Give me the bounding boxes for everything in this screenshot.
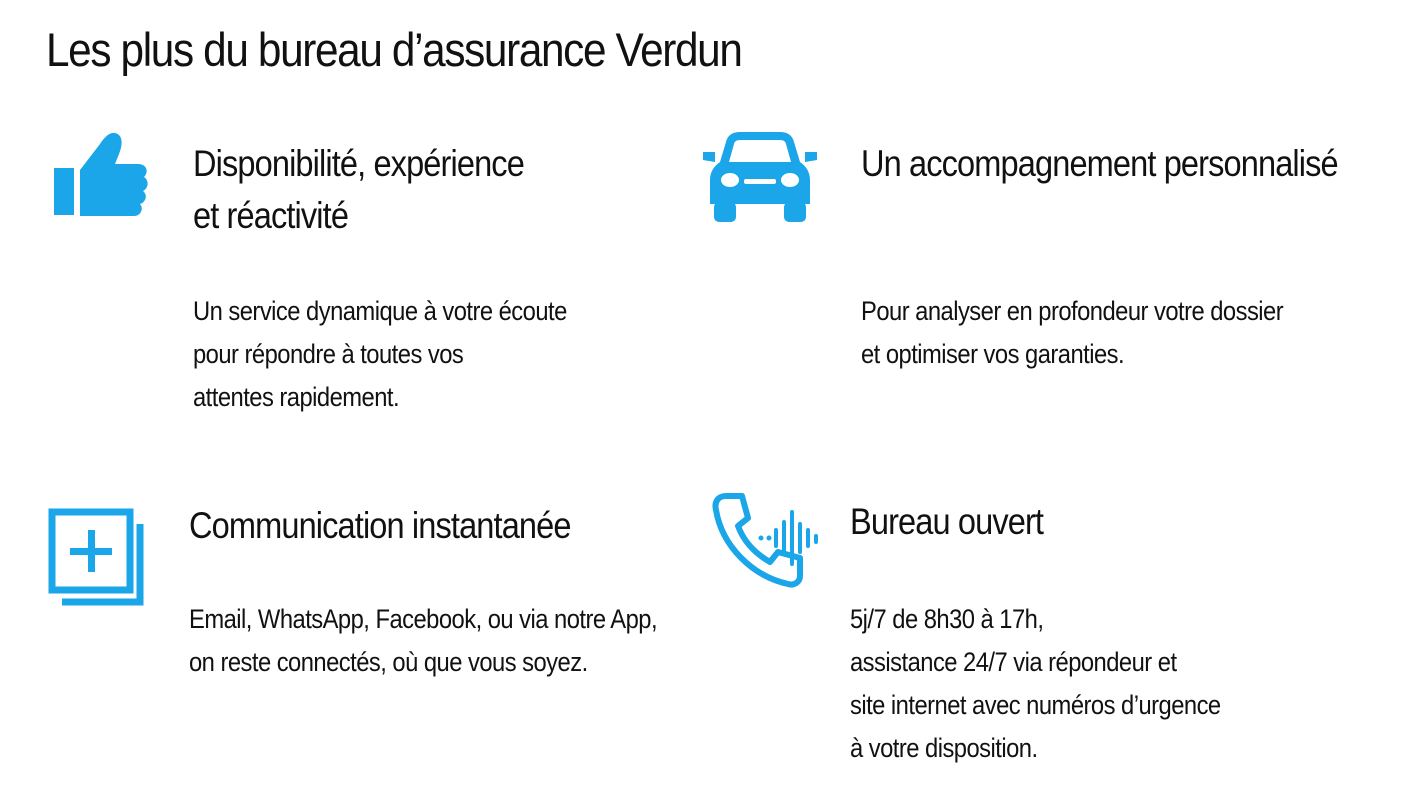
- feature-heading-communication: [189, 500, 571, 552]
- description-line: pour répondre à toutes vos: [193, 339, 464, 369]
- description-line: Pour analyser en profondeur votre dossier: [861, 296, 1284, 326]
- description-line: à votre disposition.: [850, 733, 1038, 763]
- feature-heading-personalized: [861, 138, 1338, 190]
- description-line: attentes rapidement.: [193, 382, 400, 412]
- feature-description-communication: [189, 598, 657, 684]
- description-line: on reste connectés, où que vous soyez.: [189, 647, 588, 677]
- heading-line: Un accompagnement personnalisé: [861, 143, 1338, 184]
- heading-line: Bureau ouvert: [850, 501, 1044, 542]
- heading-line: Communication instantanée: [189, 505, 571, 546]
- car-icon: [700, 130, 820, 224]
- description-line: site internet avec numéros d’urgence: [850, 690, 1221, 720]
- feature-description-office-hours: [850, 598, 1221, 770]
- page-title: Les plus du bureau d’assurance Verdun: [46, 23, 742, 76]
- description-line: assistance 24/7 via répondeur et: [850, 647, 1177, 677]
- description-line: Un service dynamique à votre écoute: [193, 296, 567, 326]
- thumbs-up-icon: [52, 130, 152, 225]
- heading-line: Disponibilité, expérience: [193, 143, 524, 184]
- feature-heading-office-hours: [850, 496, 1043, 548]
- description-line: et optimiser vos garanties.: [861, 339, 1125, 369]
- description-line: Email, WhatsApp, Facebook, ou via notre App,: [189, 604, 658, 634]
- heading-line: et réactivité: [193, 195, 349, 236]
- phone-call-icon: [712, 490, 822, 590]
- feature-description-availability: [193, 290, 567, 419]
- feature-heading-availability: [193, 138, 524, 242]
- feature-description-personalized: [861, 290, 1283, 376]
- add-to-library-icon: [48, 508, 152, 612]
- description-line: 5j/7 de 8h30 à 17h,: [850, 604, 1044, 634]
